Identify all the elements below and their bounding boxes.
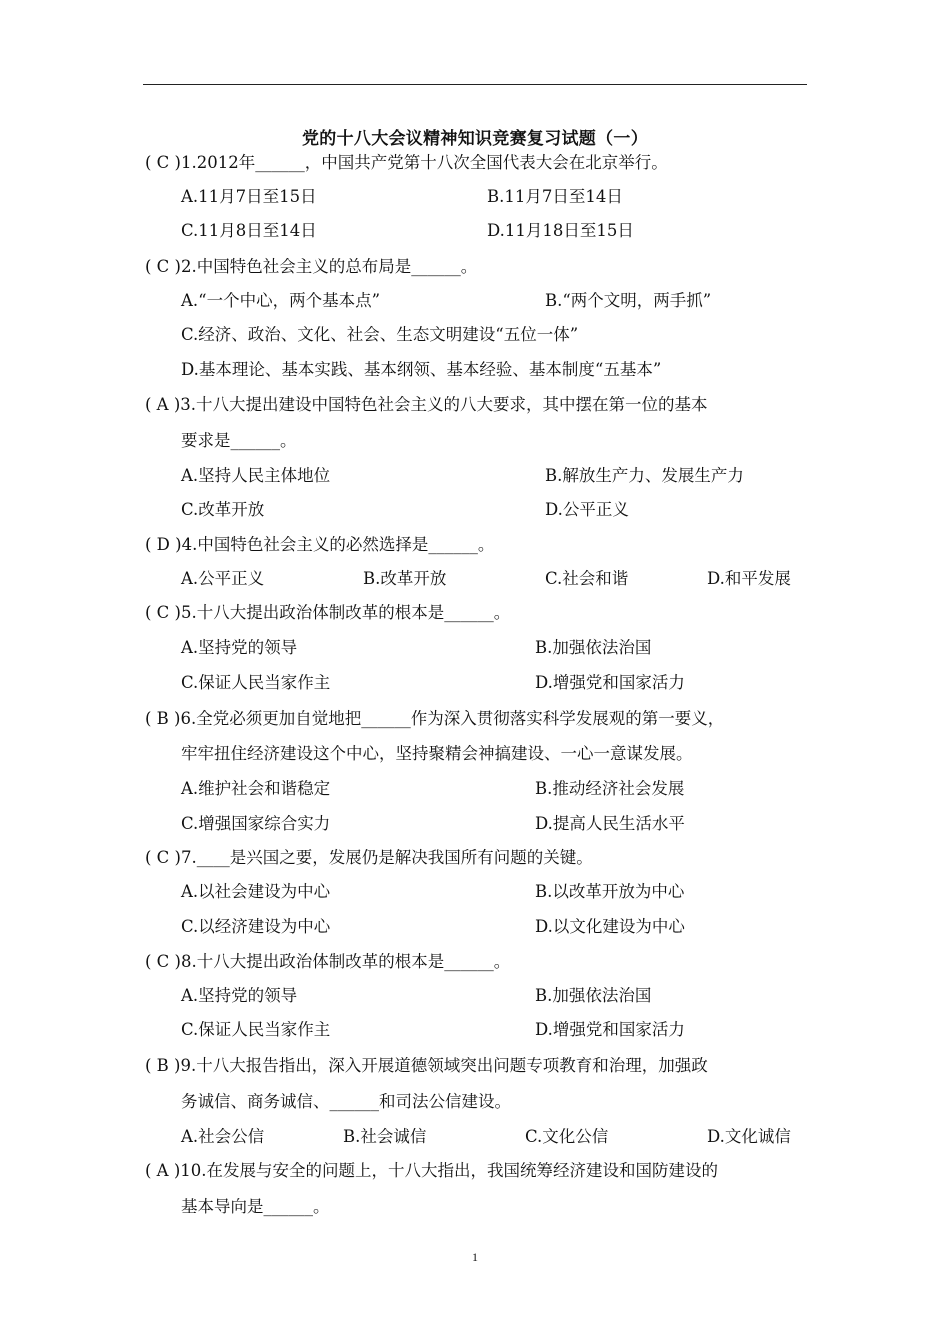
question-5-text: ( C )5.十八大提出政治体制改革的根本是______。 bbox=[145, 603, 511, 622]
question-2-text: ( C )2.中国特色社会主义的总布局是______。 bbox=[145, 257, 478, 276]
question-3-option-a: A.坚持人民主体地位 bbox=[181, 466, 331, 485]
question-4-option-b: B.改革开放 bbox=[363, 569, 447, 588]
question-5-option-a: A.坚持党的领导 bbox=[181, 638, 298, 657]
question-4-option-c: C.社会和谐 bbox=[545, 569, 629, 588]
question-3-text-cont: 要求是______。 bbox=[181, 431, 297, 450]
question-6-text-cont: 牢牢扭住经济建设这个中心，坚持聚精会神搞建设、一心一意谋发展。 bbox=[181, 744, 693, 763]
question-8-option-c: C.保证人民当家作主 bbox=[181, 1020, 331, 1039]
question-6-option-c: C.增强国家综合实力 bbox=[181, 814, 331, 833]
question-10-text-cont: 基本导向是______。 bbox=[181, 1197, 330, 1216]
question-4-text: ( D )4.中国特色社会主义的必然选择是______。 bbox=[145, 535, 495, 554]
question-7-option-a: A.以社会建设为中心 bbox=[181, 882, 331, 901]
question-7-text: ( C )7.____是兴国之要，发展仍是解决我国所有问题的关键。 bbox=[145, 848, 593, 867]
question-6-option-d: D.提高人民生活水平 bbox=[535, 814, 685, 833]
question-1-text: ( C )1.2012年______，中国共产党第十八次全国代表大会在北京举行。 bbox=[145, 153, 668, 172]
header-rule bbox=[143, 84, 807, 85]
page-title: 党的十八大会议精神知识竞赛复习试题（一） bbox=[302, 129, 648, 149]
question-2-option-d: D.基本理论、基本实践、基本纲领、基本经验、基本制度“五基本” bbox=[181, 360, 662, 379]
page-number: 1 bbox=[472, 1250, 478, 1264]
question-5-option-d: D.增强党和国家活力 bbox=[535, 673, 685, 692]
question-7-option-b: B.以改革开放为中心 bbox=[535, 882, 685, 901]
question-1-option-c: C.11月8日至14日 bbox=[181, 221, 317, 240]
question-8-option-b: B.加强依法治国 bbox=[535, 986, 652, 1005]
question-8-text: ( C )8.十八大提出政治体制改革的根本是______。 bbox=[145, 952, 511, 971]
question-8-option-a: A.坚持党的领导 bbox=[181, 986, 298, 1005]
question-7-option-d: D.以文化建设为中心 bbox=[535, 917, 685, 936]
question-1-option-d: D.11月18日至15日 bbox=[487, 221, 634, 240]
question-2-option-b: B.“两个文明，两手抓” bbox=[545, 291, 712, 310]
question-5-option-c: C.保证人民当家作主 bbox=[181, 673, 331, 692]
question-3-option-d: D.公平正义 bbox=[545, 500, 629, 519]
question-5-option-b: B.加强依法治国 bbox=[535, 638, 652, 657]
question-9-option-b: B.社会诚信 bbox=[343, 1127, 427, 1146]
question-1-option-b: B.11月7日至14日 bbox=[487, 187, 623, 206]
question-4-option-d: D.和平发展 bbox=[707, 569, 791, 588]
question-9-text: ( B )9.十八大报告指出，深入开展道德领域突出问题专项教育和治理，加强政 bbox=[145, 1056, 708, 1075]
question-2-option-c: C.经济、政治、文化、社会、生态文明建设“五位一体” bbox=[181, 325, 579, 344]
question-8-option-d: D.增强党和国家活力 bbox=[535, 1020, 685, 1039]
question-9-option-c: C.文化公信 bbox=[525, 1127, 609, 1146]
question-9-text-cont: 务诚信、商务诚信、______和司法公信建设。 bbox=[181, 1092, 511, 1111]
question-3-option-b: B.解放生产力、发展生产力 bbox=[545, 466, 744, 485]
question-9-option-a: A.社会公信 bbox=[181, 1127, 265, 1146]
question-9-option-d: D.文化诚信 bbox=[707, 1127, 791, 1146]
question-6-option-a: A.维护社会和谐稳定 bbox=[181, 779, 331, 798]
question-1-option-a: A.11月7日至15日 bbox=[181, 187, 317, 206]
question-2-option-a: A.“一个中心，两个基本点” bbox=[181, 291, 381, 310]
question-3-option-c: C.改革开放 bbox=[181, 500, 265, 519]
question-6-option-b: B.推动经济社会发展 bbox=[535, 779, 685, 798]
question-3-text: ( A )3.十八大提出建设中国特色社会主义的八大要求，其中摆在第一位的基本 bbox=[145, 395, 708, 414]
question-4-option-a: A.公平正义 bbox=[181, 569, 265, 588]
question-6-text: ( B )6.全党必须更加自觉地把______作为深入贯彻落实科学发展观的第一要义， bbox=[145, 709, 725, 728]
question-10-text: ( A )10.在发展与安全的问题上，十八大指出，我国统筹经济建设和国防建设的 bbox=[145, 1161, 719, 1180]
question-7-option-c: C.以经济建设为中心 bbox=[181, 917, 331, 936]
